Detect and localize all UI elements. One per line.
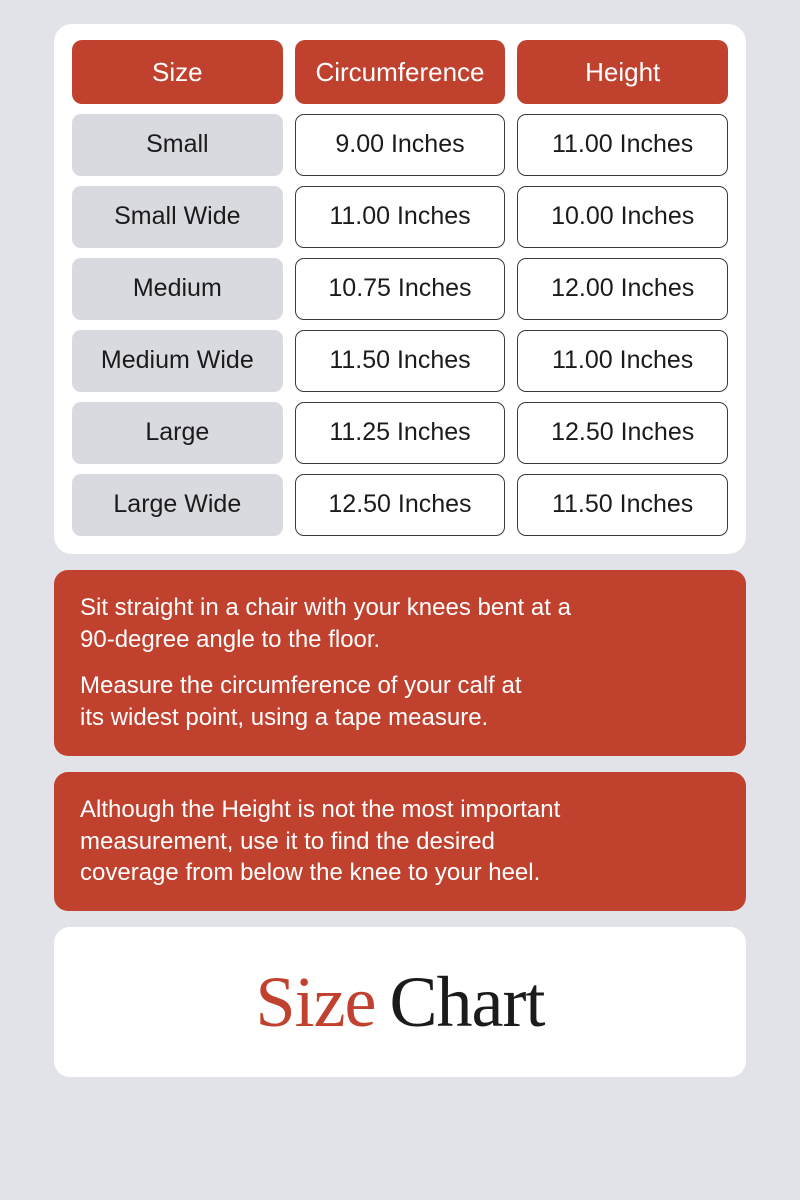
table-row (72, 330, 728, 392)
cell-size: Large (72, 402, 283, 464)
title-word-chart: Chart (389, 961, 545, 1042)
table-row (72, 186, 728, 248)
cell-height: 12.50 Inches (517, 402, 728, 464)
cell-size: Medium Wide (72, 330, 283, 392)
cell-size: Medium (72, 258, 283, 320)
instruction-block-circumference (80, 670, 720, 734)
cell-height: 11.00 Inches (517, 114, 728, 176)
page-title (256, 961, 545, 1044)
column-header-circumference: Circumference (295, 40, 506, 104)
cell-circumference: 11.25 Inches (295, 402, 506, 464)
instruction-line: Sit straight in a chair with your knees bent at a (80, 594, 571, 621)
cell-height: 10.00 Inches (517, 186, 728, 248)
cell-circumference: 11.50 Inches (295, 330, 506, 392)
cell-circumference: 12.50 Inches (295, 474, 506, 536)
cell-size: Small Wide (72, 186, 283, 248)
cell-height: 11.50 Inches (517, 474, 728, 536)
table-row (72, 258, 728, 320)
table-header-row (72, 40, 728, 104)
cell-circumference: 9.00 Inches (295, 114, 506, 176)
instruction-line: coverage from below the knee to your heel. (80, 859, 541, 887)
instruction-line: 90-degree angle to the floor. (80, 625, 381, 653)
table-row (72, 402, 728, 464)
instruction-line: its widest point, using a tape measure. (80, 703, 489, 731)
title-word-size: Size (255, 961, 376, 1042)
measuring-instructions-card (54, 570, 746, 756)
instruction-block-height (80, 794, 720, 890)
cell-height: 12.00 Inches (517, 258, 728, 320)
cell-size: Small (72, 114, 283, 176)
cell-size: Large Wide (72, 474, 283, 536)
instruction-line: Although the Height is not the most important (80, 795, 561, 823)
column-header-size: Size (72, 40, 283, 104)
size-table (72, 40, 728, 536)
cell-circumference: 10.75 Inches (295, 258, 506, 320)
size-table-card (54, 24, 746, 554)
instruction-line: Measure the circumference of your calf at (80, 671, 522, 699)
column-header-height: Height (517, 40, 728, 104)
table-row (72, 114, 728, 176)
cell-circumference: 11.00 Inches (295, 186, 506, 248)
height-note-card (54, 772, 746, 912)
instruction-block-posture (80, 592, 720, 656)
instruction-line: measurement, use it to find the desired (80, 827, 495, 855)
table-row (72, 474, 728, 536)
title-card (54, 927, 746, 1077)
cell-height: 11.00 Inches (517, 330, 728, 392)
